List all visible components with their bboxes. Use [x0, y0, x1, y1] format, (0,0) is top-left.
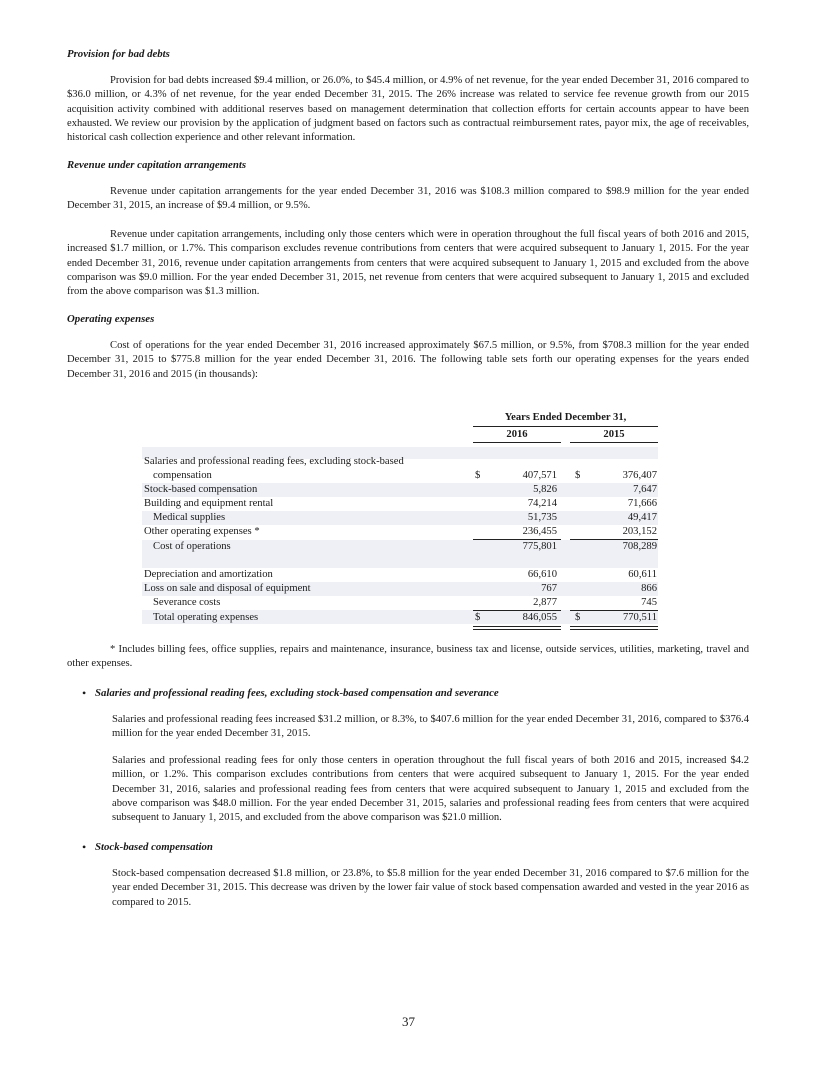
- paragraph-operating: Cost of operations for the year ended December 31, 2016 increased approximately $67.5 million, or 9.5%, from $708.3 million for the year ended December 31, 2015 to $775.8 million for the year ended December 31, 2016. The following table sets forth our operating expenses for the years ended December 31, 2016 and 2015 (in thousands):: [67, 340, 749, 380]
- page-number: 37: [402, 1014, 415, 1029]
- table-row-label: compensation: [153, 470, 212, 481]
- table-cell-2016: 407,571: [522, 470, 557, 481]
- table-footnote: * Includes billing fees, office supplies, repairs and maintenance, insurance, business tax and license, outside services, utilities, marketing, travel and other expenses.: [67, 644, 749, 670]
- header-underline-2016: [473, 442, 561, 443]
- paragraph-salaries-2: Salaries and professional reading fees for only those centers in operation throughout the full fiscal years of both 2016 and 2015, increased $4.2 million, or 1.2%. This comparison excludes contributions from centers that were acquired subsequent to January 1, 2015. For the year ended December 31, 2016, salaries and professional reading fees from centers that were acquired subsequent to January 1, 2015 and excluded from the above comparison was $48.0 million. For the year ended December 31, 2015, salaries and professional reading fees from centers that were acquired subsequent to January 1, 2015, and excluded from the above comparison was $21.0 million.: [112, 755, 749, 824]
- table-row-label: Cost of operations: [153, 541, 231, 552]
- table-cell-2016: 846,055: [522, 612, 557, 623]
- bullet-heading-stock: Stock-based compensation: [95, 841, 213, 853]
- table-row-label: Total operating expenses: [153, 612, 259, 623]
- paragraph-capitation-2: Revenue under capitation arrangements, including only those centers which were in operation throughout the full fiscal years of both 2016 and 2015, increased $1.7 million, or 1.7%. This comparison excludes revenue contributions from centers that were acquired subsequent to January 1, 2015. For the year ended December 31, 2016, revenue under capitation arrangements from centers that were acquired subsequent to January 1, 2015 and excluded from the above comparison was $9.0 million. For the year ended December 31, 2015, net revenue from centers that were acquired subsequent to January 1, 2015 and excluded from the above comparison was $1.3 million.: [67, 229, 749, 298]
- table-cell-2015: 770,511: [622, 612, 657, 623]
- dollar-sign: $: [575, 612, 581, 623]
- table-cell-2016: 74,214: [527, 498, 557, 509]
- section-heading-bad-debts: Provision for bad debts: [67, 48, 170, 60]
- table-cell-2015: 7,647: [633, 484, 657, 495]
- table-cell-2016: 66,610: [527, 569, 557, 580]
- table-row-label: Stock-based compensation: [144, 484, 258, 495]
- paragraph-salaries-1: Salaries and professional reading fees increased $31.2 million, or 8.3%, to $407.6 million for the year ended December 31, 2016, compared to $376.4 million for the year ended December 31, 2015.: [112, 714, 749, 740]
- paragraph-stock: Stock-based compensation decreased $1.8 million, or 23.8%, to $5.8 million for the year ended December 31, 2016 compared to $7.6 million for the year ended December 31, 2015. This decrease was driven by the lower fair value of stock based compensation awarded and vested in the year 2016 as compared to 2015.: [112, 868, 749, 908]
- header-rule: [473, 426, 658, 427]
- table-row-label: Depreciation and amortization: [144, 569, 273, 580]
- dollar-sign: $: [475, 612, 481, 623]
- table-group-header: Years Ended December 31,: [504, 412, 627, 423]
- table-cell-2016: 5,826: [533, 484, 557, 495]
- table-cell-2015: 745: [641, 597, 657, 608]
- bullet-icon: •: [82, 840, 87, 854]
- dollar-sign: $: [475, 470, 481, 481]
- table-cell-2015: 376,407: [622, 470, 657, 481]
- section-heading-capitation: Revenue under capitation arrangements: [67, 159, 247, 171]
- table-row-label: Loss on sale and disposal of equipment: [144, 583, 311, 594]
- table-cell-2016: 775,801: [522, 541, 557, 552]
- table-cell-2015: 71,666: [627, 498, 657, 509]
- column-header-2016: 2016: [506, 429, 528, 440]
- table-row-label: Medical supplies: [153, 512, 226, 523]
- header-underline-2015: [570, 442, 658, 443]
- dollar-sign: $: [575, 470, 581, 481]
- table-row-label: Severance costs: [153, 597, 221, 608]
- table-row-label: Other operating expenses *: [144, 526, 260, 537]
- table-cell-2015: 203,152: [622, 526, 657, 537]
- table-row-label: Salaries and professional reading fees, excluding stock-based: [144, 456, 404, 467]
- bullet-icon: •: [82, 686, 87, 700]
- table-cell-2015: 60,611: [628, 569, 657, 580]
- table-cell-2016: 51,735: [527, 512, 557, 523]
- paragraph-bad-debts: Provision for bad debts increased $9.4 million, or 26.0%, to $45.4 million, or 4.9% of net revenue, for the year ended December 31, 2016 compared to $36.0 million, or 4.3% of net revenue, for the year ended December 31, 2015. The 26% increase was related to service fee revenue growth from our 2015 acquisition activity combined with additional reserves based on management determination that collection efforts for certain accounts appear to have been exhausted. We review our provision by the application of judgment based on factors such as contractual reimbursement rates, payor mix, the age of receivables, historical cash collection experience and other relevant information.: [67, 75, 749, 144]
- total-double-rule-2015: [570, 626, 658, 630]
- table-row-label: Building and equipment rental: [144, 498, 274, 509]
- table-cell-2015: 866: [641, 583, 657, 594]
- paragraph-capitation-1: Revenue under capitation arrangements for the year ended December 31, 2016 was $108.3 million compared to $98.9 million for the year ended December 31, 2015, an increase of $9.4 million, or 9.5%.: [67, 186, 749, 212]
- table-cell-2016: 767: [541, 583, 557, 594]
- column-header-2015: 2015: [603, 429, 625, 440]
- bullet-heading-salaries: Salaries and professional reading fees, excluding stock-based compensation and severance: [95, 687, 499, 699]
- table-cell-2016: 236,455: [522, 526, 557, 537]
- table-cell-2015: 708,289: [622, 541, 657, 552]
- table-cell-2015: 49,417: [627, 512, 657, 523]
- row-shade: [142, 554, 658, 568]
- table-cell-2016: 2,877: [533, 597, 557, 608]
- total-double-rule-2016: [473, 626, 561, 630]
- section-heading-operating: Operating expenses: [67, 313, 155, 325]
